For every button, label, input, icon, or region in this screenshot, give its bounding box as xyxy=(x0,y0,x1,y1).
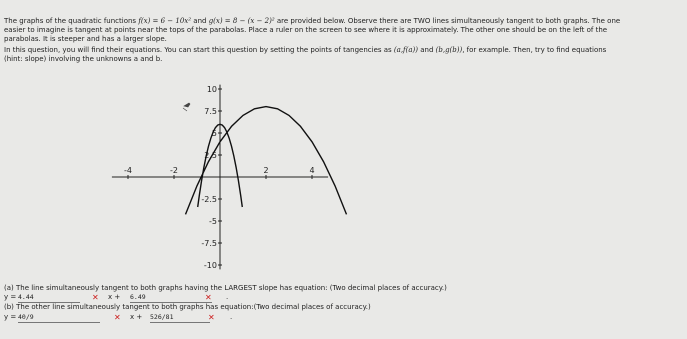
x-tick-label: 2 xyxy=(263,166,269,175)
intro-line-1 xyxy=(4,17,620,26)
intro-line-1-start: The graphs of the quadratic functions xyxy=(4,17,139,25)
g-definition: g(x) = 8 − (x − 2)² xyxy=(208,17,275,25)
part-a-end-dot: . xyxy=(226,293,229,301)
part-b-slope-incorrect-icon: ✕ xyxy=(114,313,121,322)
intro-line-1-and: and xyxy=(191,17,209,25)
part-a-question: (a) The line simultaneously tangent to both graphs having the LARGEST slope has equation: (Two decimal places of accuracy.) xyxy=(4,284,447,292)
intro-line-1-end: are provided below. Observe there are TWO lines simultaneously tangent to both graphs. The one xyxy=(274,17,621,25)
y-tick-label: 7.5 xyxy=(204,107,217,116)
f-definition: f(x) = 6 − 10x² xyxy=(138,17,192,25)
y-tick-label: -10 xyxy=(203,261,217,270)
x-tick-label: -4 xyxy=(124,166,132,175)
intro-line-5: (hint: slope) involving the unknowns a and b. xyxy=(4,55,163,63)
part-a-answer-row xyxy=(4,293,334,303)
part-b-question: (b) The other line simultaneously tangent to both graphs has equation:(Two decimal places of accuracy.) xyxy=(4,303,371,311)
part-a-x-plus: x + xyxy=(108,293,121,301)
tangent-point-a: (a,f(a)) xyxy=(393,46,419,54)
part-b-slope-input[interactable]: 40/9 xyxy=(18,313,100,323)
x-tick-label: 4 xyxy=(309,166,315,175)
intro-line-4-start: In this question, you will find their equations. You can start this question by setting the points of tangencies as xyxy=(4,46,394,54)
intro-line-2: easier to imagine is tangent at points near the tops of the parabolas. Place a ruler on the screen to see where it is approximately. The other one should be on the left of the xyxy=(4,26,608,34)
y-tick-label: -2.5 xyxy=(201,195,217,204)
y-tick-label: -7.5 xyxy=(201,239,217,248)
parabola-graph xyxy=(110,82,410,272)
part-b-intercept-incorrect-icon: ✕ xyxy=(208,313,215,322)
part-b-x-plus: x + xyxy=(130,313,143,321)
cursor-icon xyxy=(183,103,190,111)
part-a-intercept-input[interactable]: 6.49 xyxy=(130,293,212,303)
intro-line-4-end: , for example. Then, try to find equations xyxy=(462,46,607,54)
y-tick-label: 5 xyxy=(211,129,217,138)
tangent-point-b: (b,g(b)) xyxy=(435,46,463,54)
part-a-y-equals: y = xyxy=(4,293,17,301)
intro-line-4-and: and xyxy=(418,46,436,54)
part-a-slope-incorrect-icon: ✕ xyxy=(92,293,99,302)
x-tick-label: -2 xyxy=(170,166,178,175)
y-tick-label: 2.5 xyxy=(204,151,217,160)
part-a-slope-input[interactable]: 4.44 xyxy=(18,293,80,303)
intro-line-4 xyxy=(4,46,606,55)
part-b-intercept-input[interactable]: 526/81 xyxy=(150,313,210,323)
part-a-intercept-incorrect-icon: ✕ xyxy=(205,293,212,302)
intro-line-3: parabolas. It is steeper and has a larger slope. xyxy=(4,35,167,43)
part-b-answer-row xyxy=(4,313,334,323)
y-tick-label: 10 xyxy=(206,85,217,94)
part-b-end-dot: . xyxy=(230,313,233,321)
y-tick-label: -5 xyxy=(209,217,217,226)
part-b-y-equals: y = xyxy=(4,313,17,321)
